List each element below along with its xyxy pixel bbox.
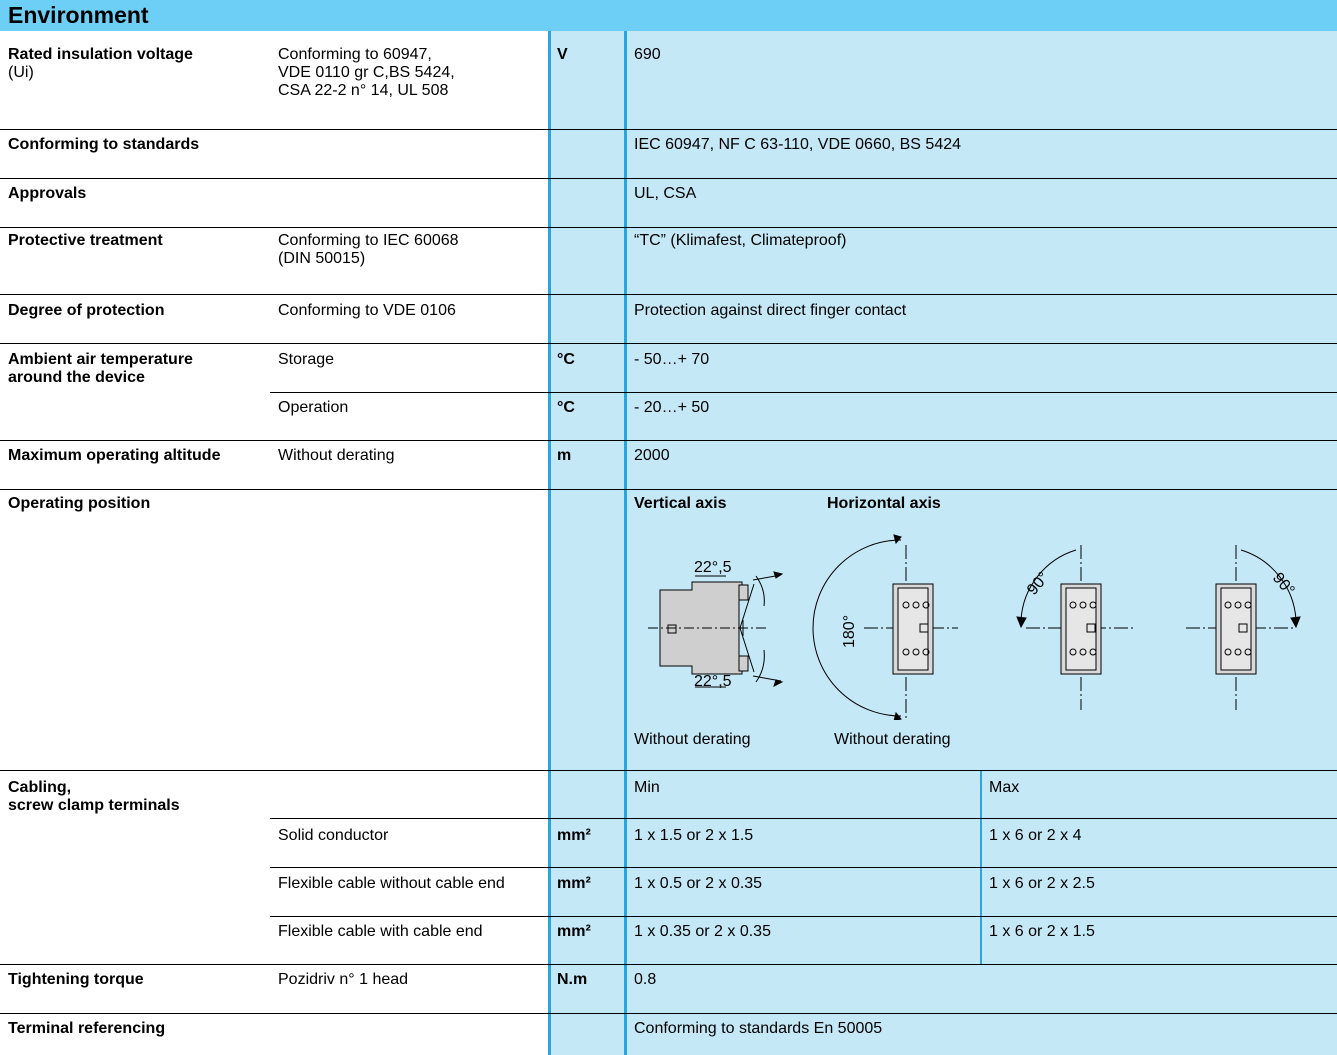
max-heading: Max: [989, 779, 1020, 796]
row-divider: [270, 867, 1337, 868]
row-label: Rated insulation voltage: [8, 46, 193, 63]
condition-text: Operation: [278, 399, 349, 416]
row-label: Tightening torque: [8, 971, 144, 988]
row-label: Conforming to standards: [8, 136, 200, 153]
min-heading: Min: [634, 779, 660, 796]
row-label: Terminal referencing: [8, 1020, 166, 1037]
max-value: 1 x 6 or 2 x 2.5: [989, 875, 1095, 892]
value-text: 690: [634, 46, 661, 63]
row-divider: [0, 440, 1337, 441]
condition-text: Pozidriv n° 1 head: [278, 971, 409, 988]
value-text: - 20…+ 50: [634, 399, 710, 416]
condition-text: Conforming to VDE 0106: [278, 302, 456, 319]
angle-label: 90°: [1268, 569, 1298, 600]
condition-text: VDE 0110 gr C,BS 5424,: [278, 64, 455, 81]
max-value: 1 x 6 or 2 x 1.5: [989, 923, 1095, 940]
row-divider: [270, 392, 1337, 393]
unit-text: mm²: [557, 827, 591, 844]
unit-text: mm²: [557, 875, 591, 892]
condition-text: Solid conductor: [278, 827, 389, 844]
unit-text: °C: [557, 399, 575, 416]
value-text: - 50…+ 70: [634, 351, 710, 368]
row-label: Protective treatment: [8, 232, 163, 249]
unit-text: °C: [557, 351, 575, 368]
row-divider: [0, 1013, 1337, 1014]
condition-text: Flexible cable with cable end: [278, 923, 483, 940]
contactor-side-view-icon: [648, 572, 782, 687]
row-divider: [0, 129, 1337, 130]
horizontal-axis-heading: Horizontal axis: [827, 495, 941, 512]
value-text: IEC 60947, NF C 63-110, VDE 0660, BS 5424: [634, 136, 962, 153]
row-label: around the device: [8, 369, 145, 386]
unit-column-rule: [548, 31, 551, 1055]
condition-text: Without derating: [278, 447, 395, 464]
angle-label: 22°,5: [694, 673, 732, 690]
unit-text: m: [557, 447, 572, 464]
section-banner: [0, 0, 1337, 31]
min-value: 1 x 0.5 or 2 x 0.35: [634, 875, 763, 892]
row-label: Degree of protection: [8, 302, 165, 319]
row-label-sub: (Ui): [8, 64, 34, 81]
row-label: Operating position: [8, 495, 151, 512]
value-text: Protection against direct finger contact: [634, 302, 907, 319]
row-divider: [0, 964, 1337, 965]
row-divider: [270, 916, 1337, 917]
row-divider: [0, 227, 1337, 228]
condition-text: Conforming to IEC 60068: [278, 232, 459, 249]
min-max-divider: [980, 771, 982, 965]
row-label: Ambient air temperature: [8, 351, 193, 368]
contactor-front-view-90-left-icon: [1017, 545, 1134, 710]
unit-text: N.m: [557, 971, 588, 988]
mounting-position-diagram: [626, 520, 1337, 720]
contactor-front-view-180-icon: [813, 535, 958, 720]
row-divider: [0, 770, 1337, 771]
angle-label: 180°: [841, 614, 858, 648]
condition-text: Conforming to 60947,: [278, 46, 432, 63]
condition-text: Storage: [278, 351, 335, 368]
derating-note: Without derating: [634, 731, 751, 748]
row-divider: [0, 178, 1337, 179]
vertical-axis-heading: Vertical axis: [634, 495, 727, 512]
row-divider: [0, 294, 1337, 295]
angle-label: 22°,5: [694, 559, 732, 576]
condition-text: Flexible cable without cable end: [278, 875, 505, 892]
unit-text: mm²: [557, 923, 591, 940]
value-text: 2000: [634, 447, 670, 464]
row-label: Cabling,: [8, 779, 72, 796]
condition-text: (DIN 50015): [278, 250, 366, 267]
row-label: screw clamp terminals: [8, 797, 180, 814]
value-text: UL, CSA: [634, 185, 697, 202]
min-value: 1 x 1.5 or 2 x 1.5: [634, 827, 754, 844]
value-text: 0.8: [634, 971, 657, 988]
unit-column-bg: [549, 31, 626, 1055]
derating-note: Without derating: [834, 731, 951, 748]
row-divider: [270, 818, 1337, 819]
unit-text: V: [557, 46, 568, 63]
max-value: 1 x 6 or 2 x 4: [989, 827, 1082, 844]
row-divider: [0, 343, 1337, 344]
value-text: Conforming to standards En 50005: [634, 1020, 883, 1037]
value-text: “TC” (Klimafest, Climateproof): [634, 232, 847, 249]
row-label: Approvals: [8, 185, 87, 202]
min-value: 1 x 0.35 or 2 x 0.35: [634, 923, 771, 940]
section-title: Environment: [8, 2, 149, 28]
row-divider: [0, 489, 1337, 490]
condition-text: CSA 22-2 n° 14, UL 508: [278, 82, 449, 99]
angle-label: 90°: [1024, 569, 1053, 599]
row-label: Maximum operating altitude: [8, 447, 221, 464]
